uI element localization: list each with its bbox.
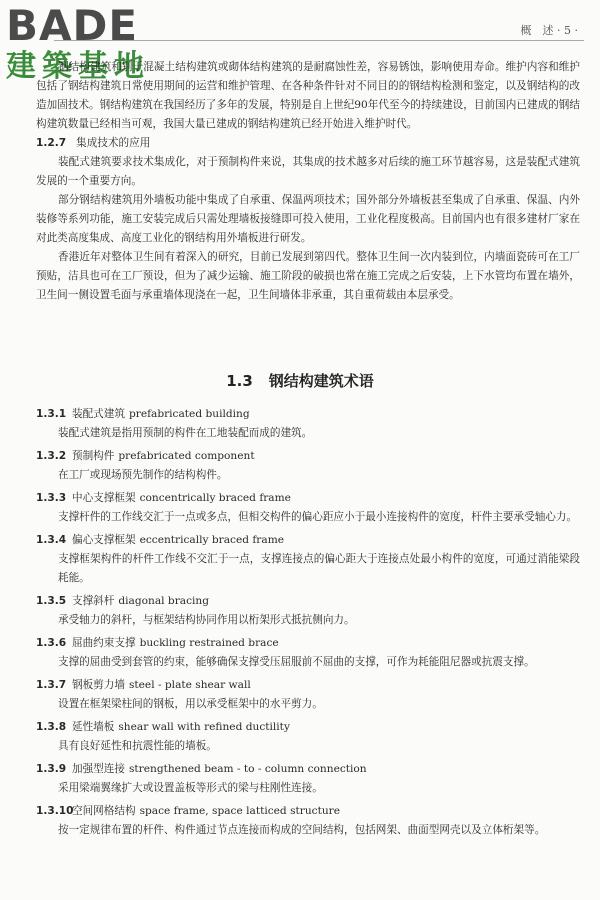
term-number: 1.3.2 [36,450,67,462]
term-number: 1.3.7 [36,679,67,691]
term-entry [36,676,580,714]
term-number: 1.3.10 [36,805,74,817]
term-entry [36,489,580,527]
term-definition: 支撑的屈曲受到套管的约束，能够确保支撑受压屈服前不屈曲的支撑，可作为耗能阻尼器或抗震支撑。 [58,656,535,668]
term-heading [36,592,580,611]
term-chinese: 装配式建筑 [72,408,125,420]
term-entry [36,447,580,485]
logo-wordmark: BADE [6,1,139,50]
term-chinese: 预制构件 [72,450,115,462]
term-chinese: 钢板剪力墙 [72,679,125,691]
term-definition: 支撑杆件的工作线交汇于一点或多点，但相交构件的偏心距应小于最小连接构件的宽度，杆件主要承受轴心力。 [58,511,578,523]
paragraph-integration-3: 香港近年对整体卫生间有着深入的研究，目前已发展到第四代。整体卫生间一次内装到位，内墙面瓷砖可在工厂预贴，洁具也可在工厂预设，但为了减少运输、施工阶段的破损也常在施工完成之后安装，上下水管均布置在墙外，卫生间一侧设置毛面与承重墙体现浇在一起，卫生间墙体非承重，其自重荷载由本层承受。 [36,251,580,301]
term-heading [36,760,580,779]
header-divider [54,40,584,41]
term-entry [36,592,580,630]
term-heading [36,802,580,821]
term-heading [36,718,580,737]
term-heading [36,489,580,508]
term-heading [36,676,580,695]
term-heading [36,447,580,466]
term-chinese: 加强型连接 [72,763,125,775]
term-english: shear wall with refined ductility [118,721,290,733]
subsection-heading-1-2-7 [36,134,580,153]
term-heading [36,405,580,424]
term-english: eccentrically braced frame [139,534,285,546]
term-entry [36,634,580,672]
term-english: concentrically braced frame [139,492,291,504]
term-entry [36,405,580,443]
subsection-number: 1.2.7 [36,137,67,149]
term-number: 1.3.8 [36,721,67,733]
term-chinese: 延性墙板 [72,721,115,733]
section-number: 1.3 [226,372,253,390]
section-heading-1-3 [0,370,600,391]
term-definition: 具有良好延性和抗震性能的墙板。 [58,740,217,752]
term-number: 1.3.5 [36,595,67,607]
paragraph-integration-1: 装配式建筑要求技术集成化，对于预制构件来说，其集成的技术越多对后续的施工环节越容易，这是装配式建筑发展的一个重要方向。 [36,156,580,187]
term-chinese: 偏心支撑框架 [72,534,136,546]
subsection-title: 集成技术的应用 [76,137,151,149]
term-number: 1.3.9 [36,763,67,775]
term-definition: 装配式建筑是指用预制的构件在工地装配而成的建筑。 [58,427,313,439]
term-number: 1.3.1 [36,408,67,420]
logo-chinese-name: 建築基地 [6,49,150,84]
term-definition: 采用梁端翼缘扩大或设置盖板等形式的梁与柱刚性连接。 [58,782,323,794]
term-chinese: 支撑斜杆 [72,595,115,607]
term-entry [36,802,580,840]
term-english: diagonal bracing [118,595,210,607]
term-definition: 设置在框架梁柱间的钢板，用以承受框架中的水平剪力。 [58,698,323,710]
section-title: 钢结构建筑术语 [268,372,374,390]
paragraph-integration-2: 部分钢结构建筑用外墙板功能中集成了自承重、保温两项技术；国外部分外墙板甚至集成了自承重、保温、内外装修等系列功能，施工安装完成后只需处理墙板接缝即可投入使用，工业化程度极高。目前国内也有很多建材厂家在对此类高度集成、高度工业化的钢结构用外墙板进行研发。 [36,194,580,244]
term-definition: 按一定规律布置的杆件、构件通过节点连接而构成的空间结构，包括网架、曲面型网壳以及立体桁架等。 [58,824,546,836]
term-english: space frame, space latticed structure [139,805,341,817]
term-entry [36,718,580,756]
term-entry [36,531,580,588]
term-chinese: 空间网格结构 [72,805,136,817]
term-definition: 在工厂或现场预先制作的结构构件。 [58,469,228,481]
term-english: steel - plate shear wall [128,679,251,691]
term-english: buckling restrained brace [139,637,279,649]
term-definition: 支撑框架构件的杆件工作线不交汇于一点，支撑连接点的偏心距大于连接点处最小构件的宽度，可通过消能梁段耗能。 [58,553,580,584]
term-chinese: 中心支撑框架 [72,492,136,504]
term-english: prefabricated component [118,450,255,462]
term-heading [36,531,580,550]
term-number: 1.3.4 [36,534,67,546]
term-heading [36,634,580,653]
terms-list [36,405,580,844]
term-chinese: 屈曲约束支撑 [72,637,136,649]
term-entry [36,760,580,798]
term-english: prefabricated building [128,408,250,420]
term-number: 1.3.3 [36,492,67,504]
term-number: 1.3.6 [36,637,67,649]
running-head: 概 述 · 5 · [520,24,578,37]
term-english: strengthened beam - to - column connection [128,763,367,775]
intro-paragraph: 钢结构建筑和别于混凝土结构建筑或砌体结构建筑的是耐腐蚀性差，容易锈蚀，影响使用寿命。维护内容和维护包括了钢结构建筑日常使用期间的运营和维护管理、在各种条件针对不同目的的钢结构检测和鉴定，以及钢结构的改造加固技术。钢结构建筑在我国经历了多年的发展，特别是自上世纪90年代至今的持续建设，目前国内已建成的钢结构建筑数量已经相当可观，我国大量已建成的钢结构建筑已经开始进入维护时代。 [36,61,580,130]
term-definition: 承受轴力的斜杆，与框架结构协同作用以桁架形式抵抗侧向力。 [58,614,355,626]
main-text-block [36,58,580,305]
